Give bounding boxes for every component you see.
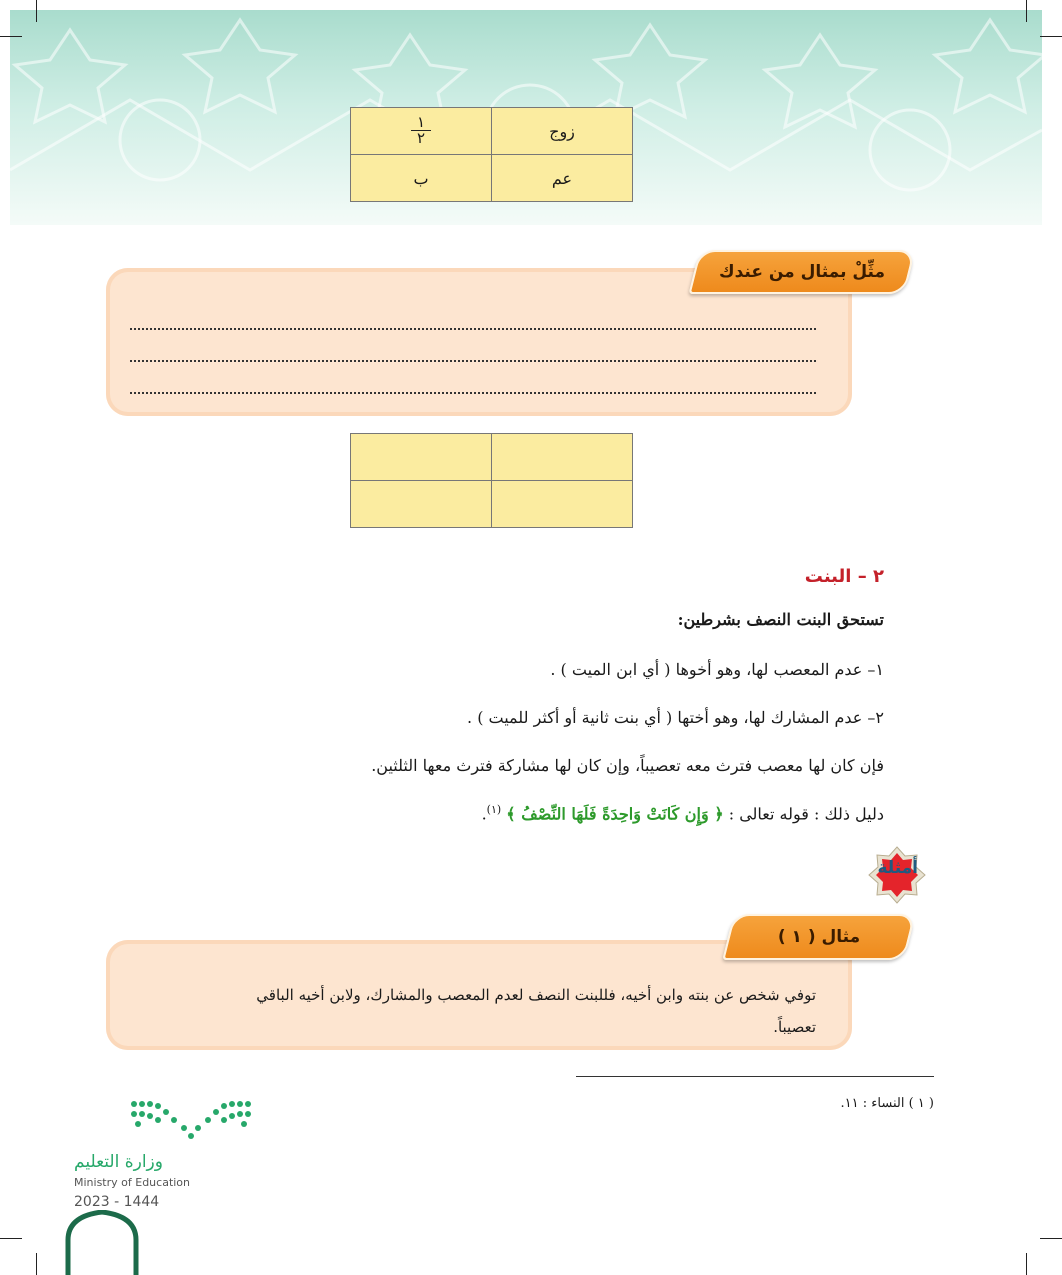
ministry-logo-icon <box>128 1098 254 1142</box>
quran-verse: ﴿ وَإِن كَانَتْ وَاحِدَةً فَلَهَا النِّصْفُ ﴾ <box>506 804 724 824</box>
condition-2: ٢– عدم المشارك لها، وهو أختها ( أي بنت ثانية أو أكثر للميت ) . <box>467 708 884 727</box>
ministry-year: 2023 - 1444 <box>74 1194 160 1210</box>
condition-1: ١– عدم المعصب لها، وهو أخوها ( أي ابن الميت ) . <box>550 660 884 679</box>
share-cell: ب <box>351 155 492 202</box>
section-heading: ٢ – البنت <box>804 566 884 587</box>
share-cell <box>351 108 492 155</box>
arch-decoration-icon <box>62 1210 142 1275</box>
example-tab-label: مثال ( ١ ) <box>777 927 861 947</box>
crop-mark <box>1026 1253 1027 1275</box>
crop-mark <box>1040 1238 1062 1239</box>
answer-line[interactable] <box>130 376 816 394</box>
evidence-suffix: . <box>481 804 487 824</box>
evidence-line <box>482 803 884 823</box>
crop-mark <box>0 1238 22 1239</box>
fraction <box>411 112 431 148</box>
examples-title: أمثلة <box>877 858 918 878</box>
evidence-prefix: دليل ذلك : قوله تعالى : <box>728 804 884 824</box>
crop-mark <box>0 36 22 37</box>
table-row <box>351 108 633 155</box>
crop-mark <box>36 0 37 22</box>
answer-line[interactable] <box>130 312 816 330</box>
answer-cell[interactable] <box>492 481 633 528</box>
footnote-divider <box>576 1076 934 1077</box>
empty-answer-table <box>350 433 633 528</box>
table-row <box>351 434 633 481</box>
inheritance-table <box>350 107 633 202</box>
table-row <box>351 155 633 202</box>
exercise-tab <box>689 250 916 294</box>
rule-note: فإن كان لها معصب فترث معه تعصيباً، وإن كان لها مشاركة فترث معها الثلثين. <box>371 756 884 775</box>
footnote: ( ١ ) النساء : ١١. <box>840 1096 934 1111</box>
footnote-marker[interactable]: (١) <box>486 803 502 816</box>
exercise-tab-label: مثِّلْ بمثال من عندك <box>718 262 886 282</box>
answer-line[interactable] <box>130 344 816 362</box>
heir-cell: عم <box>492 155 633 202</box>
heir-cell: زوج <box>492 108 633 155</box>
example-text-line2: تعصيباً. <box>773 1018 816 1036</box>
answer-cell[interactable] <box>351 434 492 481</box>
crop-mark <box>1026 0 1027 22</box>
crop-mark <box>1040 36 1062 37</box>
fraction-denominator: ٢ <box>416 129 426 148</box>
answer-cell[interactable] <box>492 434 633 481</box>
answer-cell[interactable] <box>351 481 492 528</box>
section-intro: تستحق البنت النصف بشرطين: <box>677 610 884 629</box>
example-text-line1: توفي شخص عن بنته وابن أخيه، فللبنت النصف لعدم المعصب والمشارك، ولابن أخيه الباقي <box>256 986 816 1004</box>
ministry-name-english: Ministry of Education <box>74 1176 191 1189</box>
ministry-name-arabic: وزارة التعليم <box>74 1152 163 1172</box>
example-tab <box>722 914 915 960</box>
crop-mark <box>36 1253 37 1275</box>
fraction-numerator: ١ <box>411 115 431 132</box>
table-row <box>351 481 633 528</box>
